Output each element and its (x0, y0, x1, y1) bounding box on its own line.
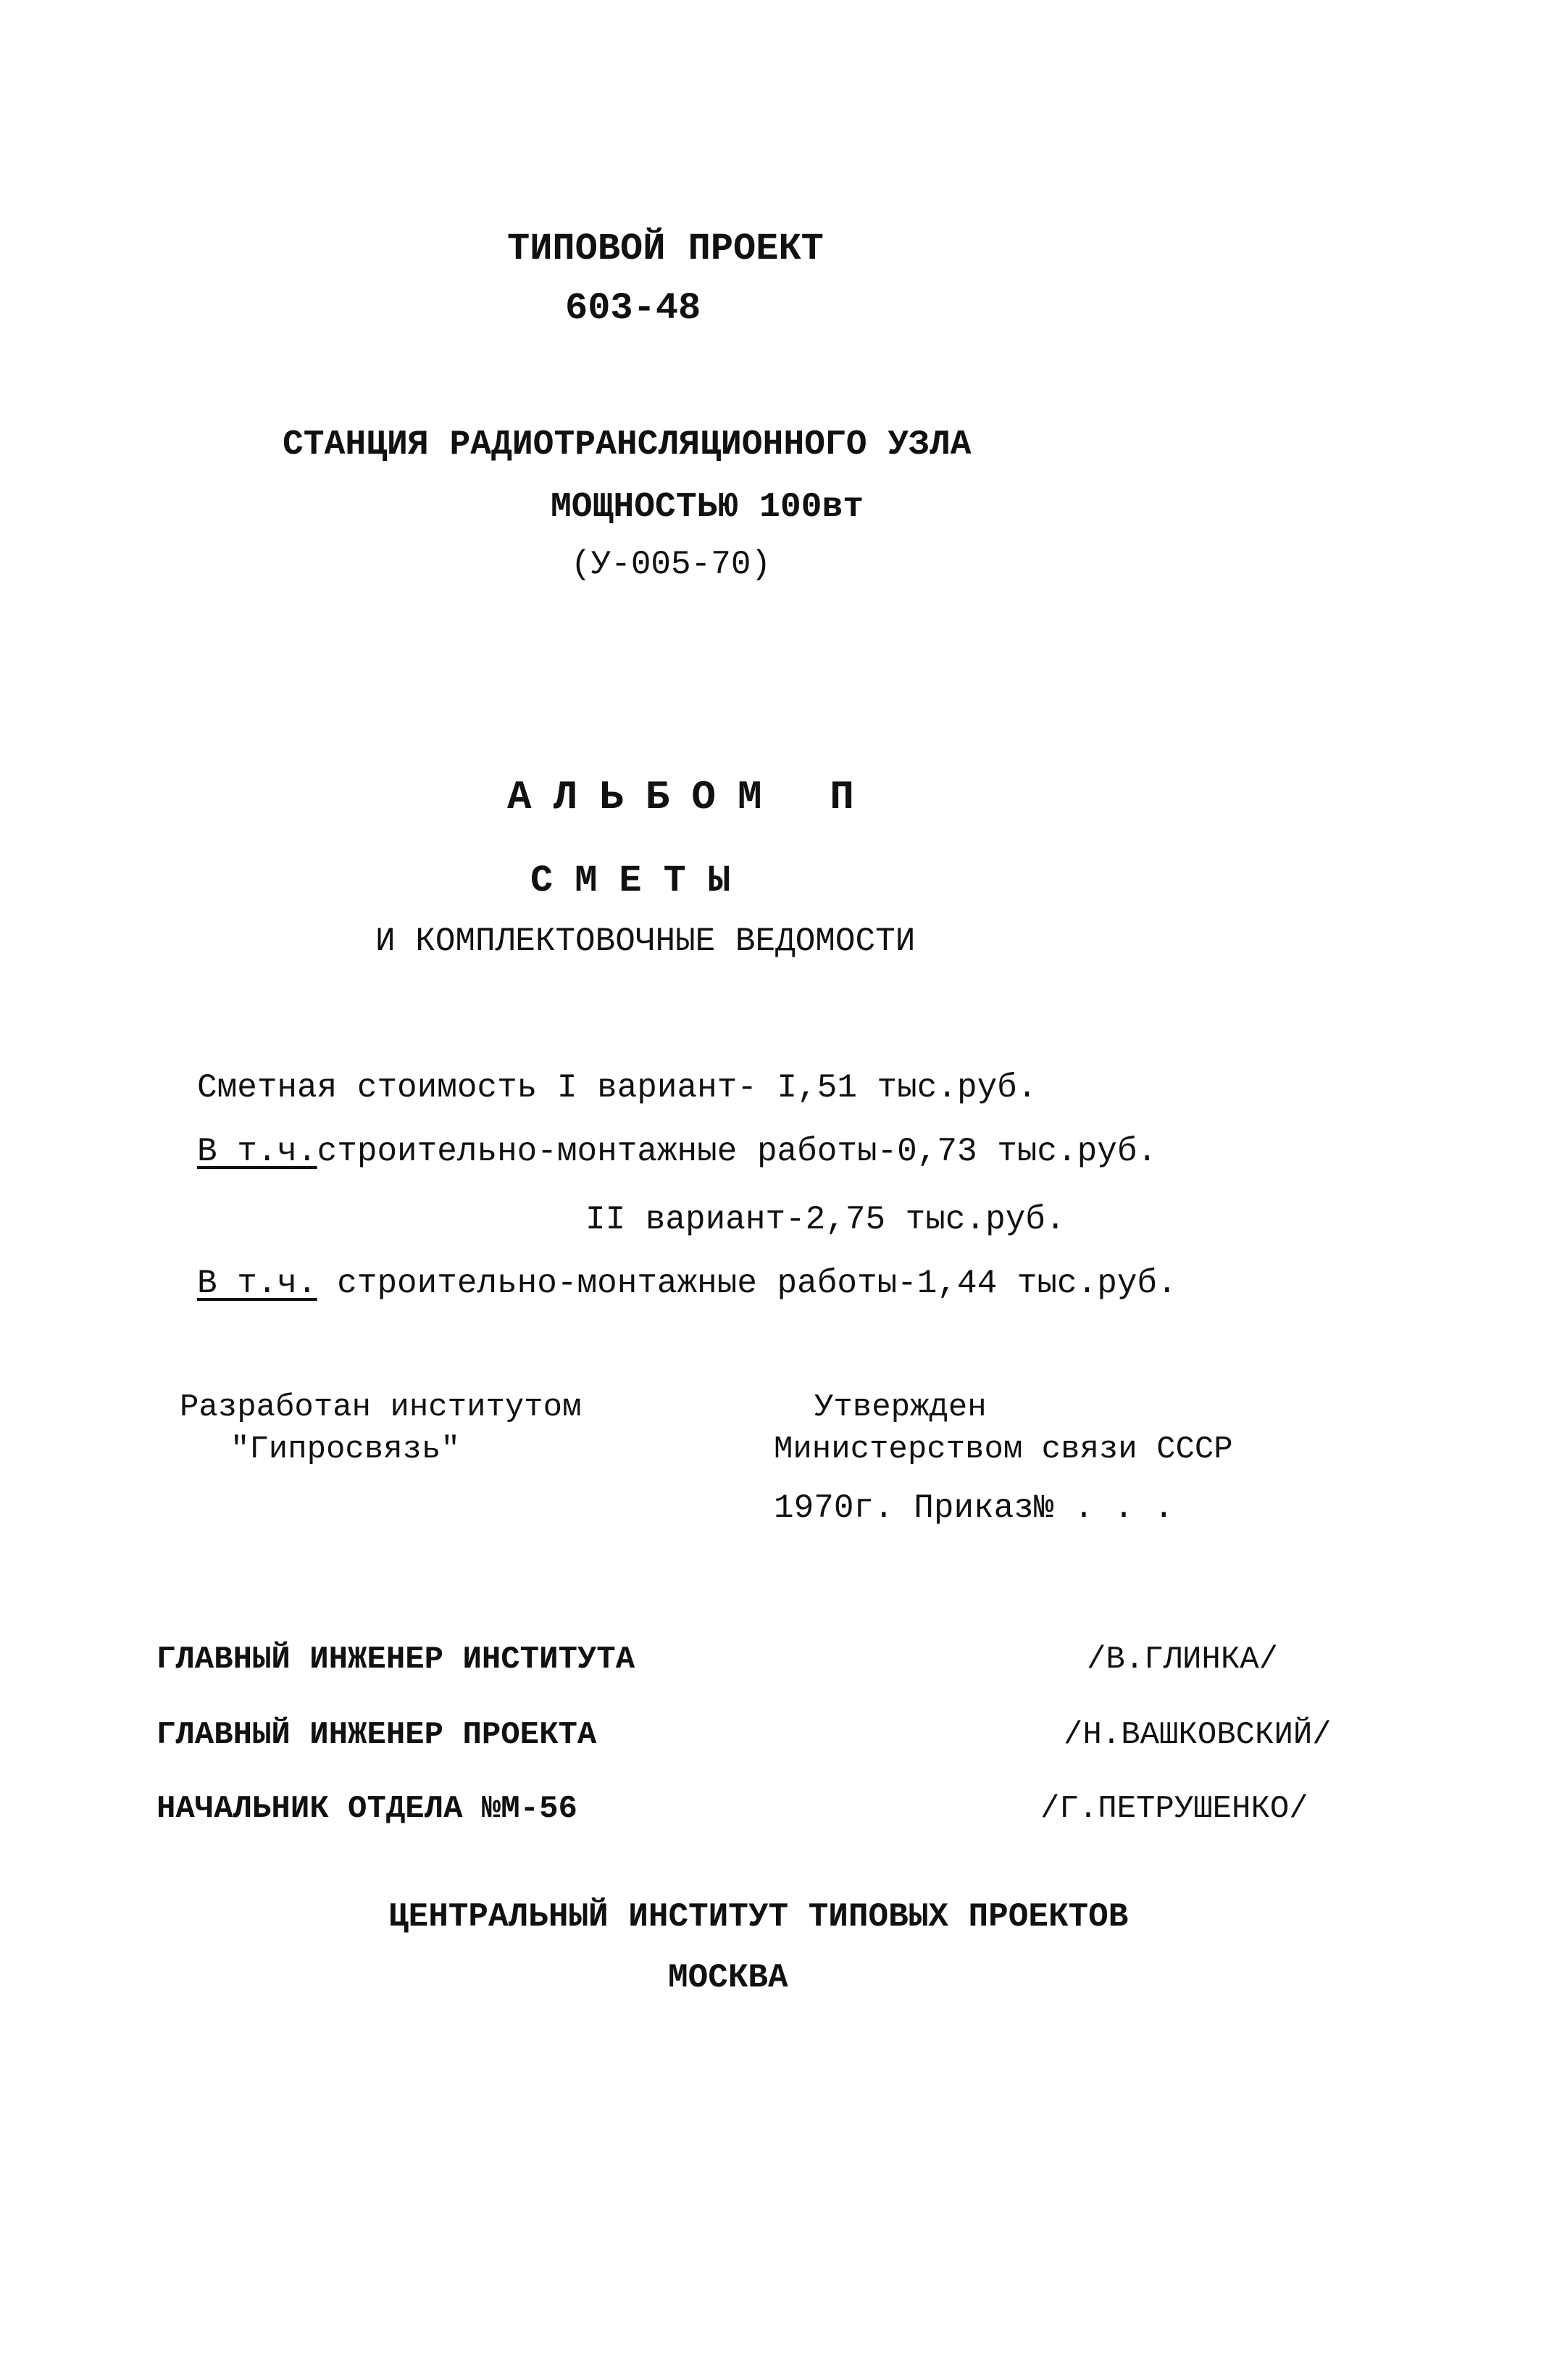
incl-text-1: строительно-монтажные работы-0,73 тыс.руб. (317, 1133, 1158, 1170)
title-line-1: СТАНЦИЯ РАДИОТРАНСЛЯЦИОННОГО УЗЛА (283, 425, 972, 465)
approved-line-2: Министерством связи СССР (774, 1431, 1233, 1468)
signature-name-3: /Г.ПЕТРУШЕНКО/ (1040, 1791, 1308, 1827)
incl-label-1: В т.ч. (197, 1133, 317, 1170)
incl-text-2: строительно-монтажные работы-1,44 тыс.руб. (317, 1265, 1177, 1302)
signature-role-2: ГЛАВНЫЙ ИНЖЕНЕР ПРОЕКТА (156, 1717, 597, 1753)
approved-line-1: Утвержден (814, 1389, 987, 1426)
incl-label-2: В т.ч. (197, 1265, 317, 1302)
signature-name-1: /В.ГЛИНКА/ (1087, 1642, 1279, 1678)
album-subtitle-2: И КОМПЛЕКТОВОЧНЫЕ ВЕДОМОСТИ (375, 923, 916, 960)
title-code: (У-005-70) (571, 546, 772, 583)
album-label: АЛЬБОМ П (507, 774, 876, 820)
footer-institute: ЦЕНТРАЛЬНЫЙ ИНСТИТУТ ТИПОВЫХ ПРОЕКТОВ (388, 1898, 1129, 1936)
album-subtitle-1: СМЕТЫ (530, 860, 753, 902)
signature-role-1: ГЛАВНЫЙ ИНЖЕНЕР ИНСТИТУТА (156, 1642, 635, 1678)
title-line-2: МОЩНОСТЬЮ 100вт (551, 488, 864, 527)
signature-name-2: /Н.ВАШКОВСКИЙ/ (1064, 1717, 1332, 1753)
approved-line-3: 1970г. Приказ№ . . . (774, 1489, 1174, 1527)
cost-variant-2: II вариант-2,75 тыс.руб. (585, 1201, 1066, 1239)
signature-role-3: НАЧАЛЬНИК ОТДЕЛА №М-56 (156, 1791, 577, 1827)
cost-variant-2-incl (197, 1267, 1177, 1300)
cost-variant-1-incl (197, 1135, 1157, 1168)
cost-variant-1: Сметная стоимость I вариант- I,51 тыс.руб. (197, 1069, 1037, 1107)
project-series: ТИПОВОЙ ПРОЕКТ (507, 228, 824, 270)
project-number: 603-48 (565, 287, 701, 330)
developed-by-line-1: Разработан институтом (180, 1389, 582, 1426)
footer-city: МОСКВА (668, 1959, 788, 1997)
developed-by-line-2: "Гипросвязь" (230, 1431, 460, 1468)
